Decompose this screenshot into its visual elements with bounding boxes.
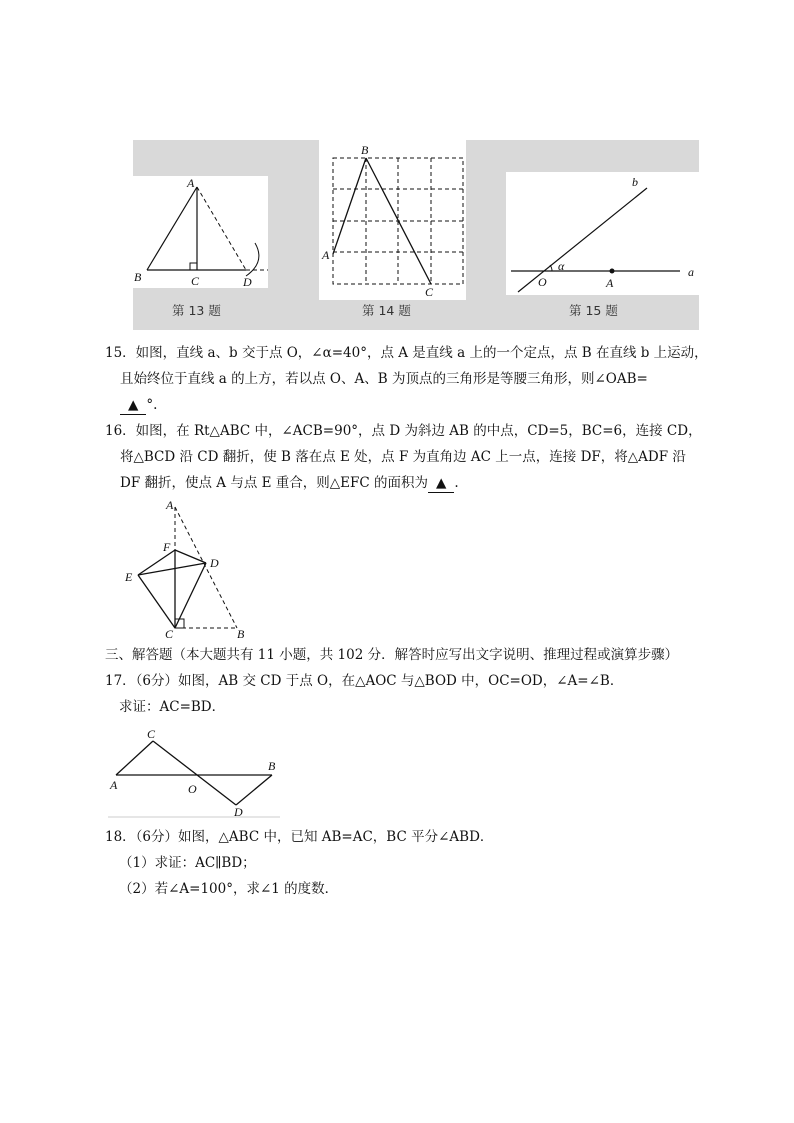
fig15-caption: 第 15 题 xyxy=(569,303,618,318)
q16-line-3 xyxy=(105,470,702,496)
q15-line-2: 且始终位于直线 a 的上方，若以点 O、A、B 为顶点的三角形是等腰三角形，则∠OAB= xyxy=(120,371,648,387)
fig13-caption: 第 13 题 xyxy=(172,303,221,318)
q16-label-e: E xyxy=(125,570,133,584)
section-3-heading xyxy=(105,642,678,668)
q17-label-b: B xyxy=(268,759,276,773)
q17-label-d: D xyxy=(234,805,243,819)
fig14-caption: 第 14 题 xyxy=(362,303,411,318)
fig14-panel xyxy=(319,140,466,300)
q18-part-1: （1）求证：AC∥BD； xyxy=(119,855,256,871)
q16-line-3-end: . xyxy=(454,475,459,491)
fig13-label-d: D xyxy=(243,275,252,289)
fig14-label-c: C xyxy=(425,285,434,299)
fig14-label-a: A xyxy=(322,248,330,262)
question-15 xyxy=(105,340,708,418)
q16-line-2: 将△BCD 沿 CD 翻折，使 B 落在点 E 处，点 F 为直角边 AC 上一点，连接 DF，将△ADF 沿 xyxy=(120,449,686,465)
q16-line-1: 16．如图，在 Rt△ABC 中，∠ACB=90°，点 D 为斜边 AB 的中点，CD=5，BC=6，连接 CD， xyxy=(105,423,702,439)
fig15-label-b: b xyxy=(632,175,638,189)
fig14-label-b: B xyxy=(361,143,369,157)
q18-part-2: （2）若∠A=100°，求∠1 的度数． xyxy=(119,881,339,897)
q17-line-2: 求证：AC=BD． xyxy=(119,699,226,715)
q16-label-b: B xyxy=(237,627,245,640)
fig13-label-c: C xyxy=(191,274,200,288)
fig15-label-a-point: A xyxy=(606,276,614,290)
fig13-label-a: A xyxy=(187,176,195,190)
q16-line-3-text: DF 翻折，使点 A 与点 E 重合，则△EFC 的面积为 xyxy=(120,475,428,491)
q15-answer-blank: ▲ xyxy=(120,396,146,415)
q16-label-c: C xyxy=(165,627,174,640)
q16-figure xyxy=(115,495,265,640)
fig15-label-alpha: α xyxy=(558,259,565,273)
section-3-heading-text: 三、解答题（本大题共有 11 小题，共 102 分．解答时应写出文字说明、推理过程或演算步骤） xyxy=(105,647,679,663)
question-16 xyxy=(105,418,702,496)
q16-label-d: D xyxy=(210,556,219,570)
q16-label-a: A xyxy=(166,498,174,512)
q17-line-1: 17．（6分）如图，AB 交 CD 于点 O，在△AOC 与△BOD 中，OC=OD，∠A=∠B． xyxy=(105,673,624,689)
question-18 xyxy=(105,824,493,902)
q17-figure xyxy=(100,722,290,822)
fig15-label-a-line: a xyxy=(688,265,694,279)
fig15-label-o: O xyxy=(538,275,547,289)
q15-line-3 xyxy=(105,392,708,418)
q18-line-1: 18．（6分）如图，△ABC 中，已知 AB=AC，BC 平分∠ABD． xyxy=(105,829,494,845)
q15-line-3-end: °. xyxy=(146,397,158,413)
q16-answer-blank: ▲ xyxy=(428,474,454,493)
q17-label-c: C xyxy=(147,727,156,741)
question-17 xyxy=(105,668,623,720)
top-figures-strip xyxy=(0,0,794,340)
fig13-label-b: B xyxy=(134,270,142,284)
q16-label-f: F xyxy=(163,540,171,554)
q17-label-o: O xyxy=(188,782,197,796)
q17-label-a: A xyxy=(110,778,118,792)
q15-line-1: 15．如图，直线 a、b 交于点 O，∠α=40°，点 A 是直线 a 上的一个定点，点 B 在直线 b 上运动， xyxy=(105,345,708,361)
